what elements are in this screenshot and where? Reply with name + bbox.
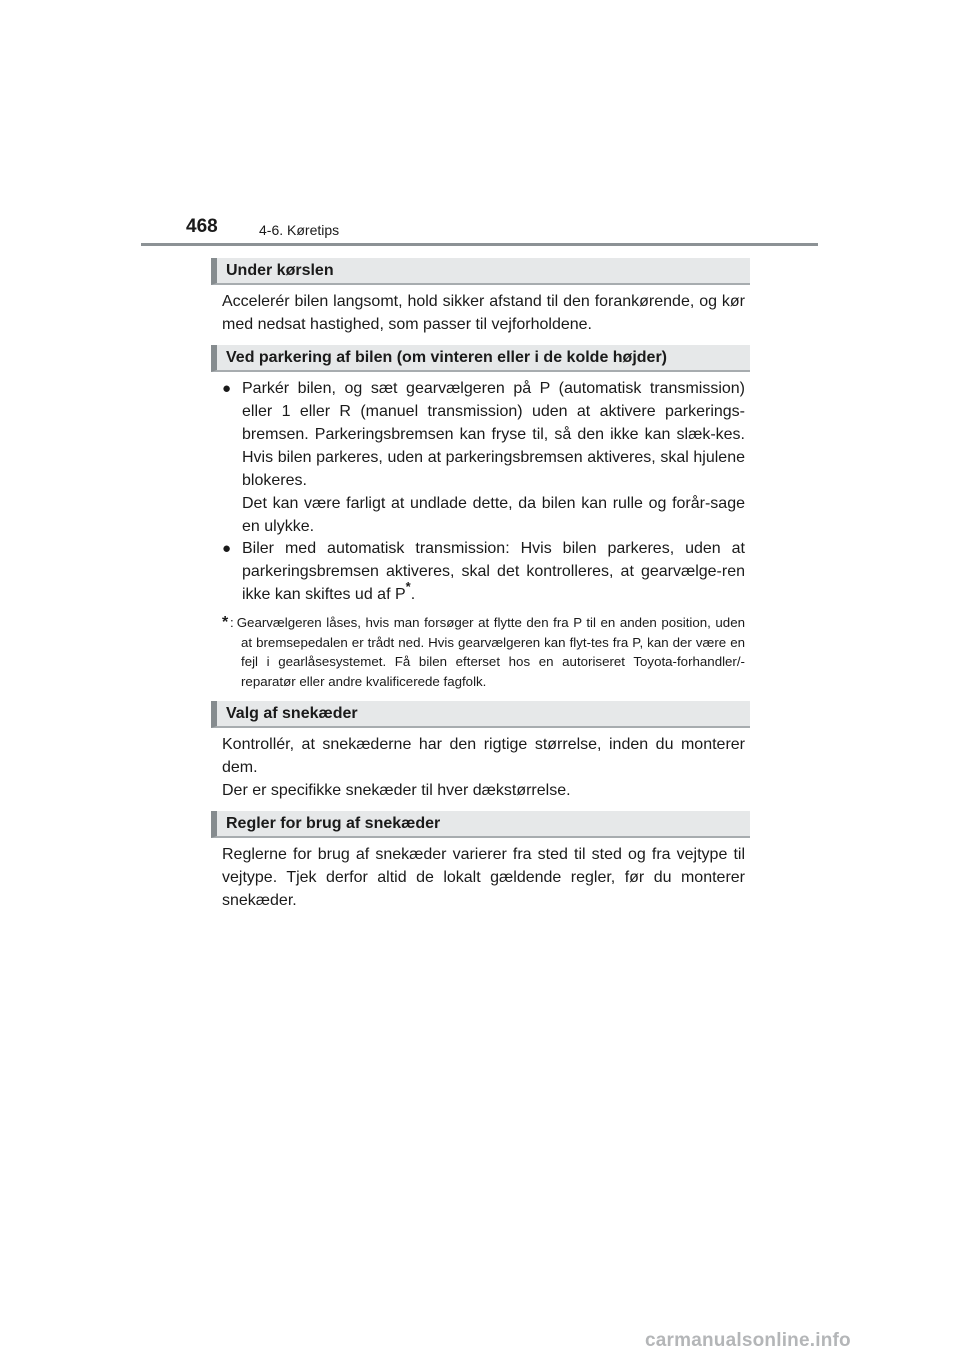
- paragraph-chains-2: Der er specifikke snekæder til hver dækstørrelse.: [222, 782, 571, 799]
- header-divider: [141, 243, 818, 246]
- bullet-parking-1-text: Parkér bilen, og sæt gearvælgeren på P (automatisk transmission) eller 1 eller R (manuel transmission) uden at aktivere parkerings-bremsen. Parkeringsbremsen kan fryse til, så den ikke kan slæk-kes. Hvis bilen parkeres, uden at parkeringsbremsen aktiveres, skal hjulene blokeres.: [242, 380, 745, 489]
- bullet-dot: ●: [222, 540, 232, 557]
- footnote-mark: *: [222, 614, 229, 631]
- page-number: 468: [186, 216, 218, 237]
- heading-parking: [211, 345, 750, 372]
- paragraph-rules: Reglerne for brug af snekæder varierer fra sted til sted og fra vejtype til vejtype. Tjek derfor altid de lokalt gældende regler, før du monterer snekæder.: [222, 846, 745, 909]
- footnote: [222, 613, 745, 691]
- heading-driving: [211, 258, 750, 285]
- footnote-reference: *: [405, 578, 411, 594]
- heading-parking-text: Ved parkering af bilen (om vinteren eller i de kolde højder): [226, 349, 667, 366]
- bullet-parking-2-end: .: [410, 586, 416, 603]
- footnote-colon: :: [230, 615, 234, 630]
- page-header: [0, 0, 960, 250]
- bullet-dot: ●: [222, 380, 232, 397]
- bullet-parking-2: [222, 537, 745, 606]
- watermark: carmanualsonline.info: [645, 1330, 851, 1351]
- paragraph-driving: Accelerér bilen langsomt, hold sikker afstand til den forankørende, og kør med nedsat hastighed, som passer til vejforholdene.: [222, 293, 745, 333]
- bullet-parking-2-text: Biler med automatisk transmission: Hvis bilen parkeres, uden at parkeringsbremsen aktiveres, skal det kontrolleres, at gearvælge-ren ikke kan skiftes ud af P: [242, 540, 745, 603]
- paragraph-chains-1: Kontrollér, at snekæderne har den rigtige størrelse, inden du monterer dem.: [222, 736, 745, 776]
- footnote-text: Gearvælgeren låses, hvis man forsøger at flytte den fra P til en anden position, uden at bremsepedalen er trådt ned. Hvis gearvælgeren kan flyt-tes fra P, kan der være en fejl i gearlåsesystemet. Få bilen efterset hos en autoriseret Toyota-forhandler/-reparatør eller andre kvalificerede fagfolk.: [236, 615, 745, 689]
- heading-chains-text: Valg af snekæder: [226, 705, 358, 722]
- bullet-parking-1: [222, 377, 745, 538]
- bullet-parking-1-warning: Det kan være farligt at undlade dette, da bilen kan rulle og forår-sage en ulykke.: [242, 495, 745, 535]
- section-label: 4-6. Køretips: [259, 222, 340, 238]
- heading-rules-text: Regler for brug af snekæder: [226, 815, 441, 832]
- heading-rules: [211, 811, 750, 838]
- heading-chains: [211, 701, 750, 728]
- heading-driving-text: Under kørslen: [226, 262, 334, 279]
